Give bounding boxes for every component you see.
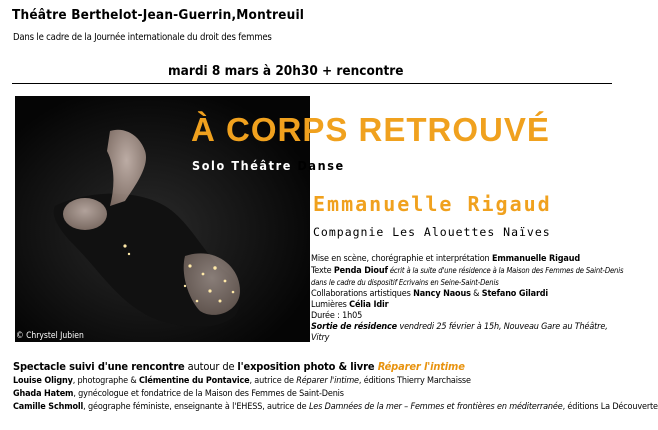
performer-name: Emmanuelle Rigaud xyxy=(313,192,552,216)
credit-name: Nancy Naous xyxy=(413,289,471,299)
company-name: Compagnie Les Alouettes Naïves xyxy=(313,225,551,239)
credit-name: Célia Idir xyxy=(349,300,389,310)
credit-name: Stefano Gilardi xyxy=(481,289,549,299)
guest-role: , autrice de xyxy=(249,376,297,386)
credit-label: Texte xyxy=(311,266,334,276)
divider-rule xyxy=(12,83,612,84)
book-title: Réparer l'intime xyxy=(296,376,359,386)
event-context: Dans le cadre de la Journée internationale du droit des femmes xyxy=(13,32,272,43)
venue-title: Théâtre Berthelot-Jean-Guerrin,Montreuil xyxy=(12,7,305,23)
credit-name: Penda Diouf xyxy=(333,266,388,276)
photo-credit: © Chrystel Jubien xyxy=(16,331,84,341)
lead-part: l'exposition photo & livre xyxy=(237,360,378,373)
credit-label: Lumières xyxy=(311,300,350,310)
guest-name: Louise Oligny xyxy=(13,376,73,386)
guest-line-1 xyxy=(13,375,628,388)
lead-part: autour de xyxy=(184,360,238,373)
guest-line-3 xyxy=(13,401,658,414)
guest-role: , gynécologue et fondatrice de la Maison des Femmes de Saint-Denis xyxy=(73,389,344,399)
credit-amp: & xyxy=(470,289,482,299)
credit-residency xyxy=(311,322,626,344)
guest-name: Ghada Hatem xyxy=(13,389,74,399)
guest-line-2 xyxy=(13,388,628,401)
guest-role: , photographe & xyxy=(72,376,139,386)
credit-lights xyxy=(311,300,626,311)
genre-part-2: Danse xyxy=(297,158,345,173)
book-title: Les Damnées de la mer – Femmes et frontières en méditerranée xyxy=(308,402,563,412)
residency-text: vendredi 25 février à 15h, Nouveau Gare au Théâtre, Vitry xyxy=(311,322,608,343)
credit-collab xyxy=(311,289,626,300)
event-date: mardi 8 mars à 20h30 + rencontre xyxy=(168,63,404,79)
residency-label: Sortie de résidence xyxy=(311,322,398,332)
credit-direction xyxy=(311,254,626,265)
credit-label: Mise en scène, chorégraphie et interprétation xyxy=(311,254,492,264)
credit-name: Emmanuelle Rigaud xyxy=(491,254,580,264)
show-genre xyxy=(192,158,345,173)
guest-role: , géographe féministe, enseignante à l'EHESS, autrice de xyxy=(83,402,309,412)
genre-part-1: Solo Théâtre xyxy=(192,158,292,173)
guest-name: Clémentine du Pontavice xyxy=(138,376,250,386)
guest-name: Camille Schmoll xyxy=(13,402,84,412)
credit-note: écrit à la suite d'une résidence à la Maison des Femmes de Saint-Denis dans le cadre du dispositif Ecrivains en Seine-Saint-Denis xyxy=(311,266,624,287)
credit-text xyxy=(311,265,626,289)
lead-part: Spectacle suivi d'une rencontre xyxy=(13,360,185,373)
encounter-block xyxy=(13,360,658,414)
credit-label: Collaborations artistiques xyxy=(311,289,414,299)
guest-role: , éditions La Découverte xyxy=(562,402,658,412)
guest-role: , éditions Thierry Marchaisse xyxy=(358,376,471,386)
lead-book-title: Réparer l'intime xyxy=(377,360,465,373)
credits-block xyxy=(311,254,626,344)
encounter-lead xyxy=(13,360,628,374)
show-title: À CORPS RETROUVÉ xyxy=(191,111,550,148)
credit-duration: Durée : 1h05 xyxy=(311,311,363,321)
